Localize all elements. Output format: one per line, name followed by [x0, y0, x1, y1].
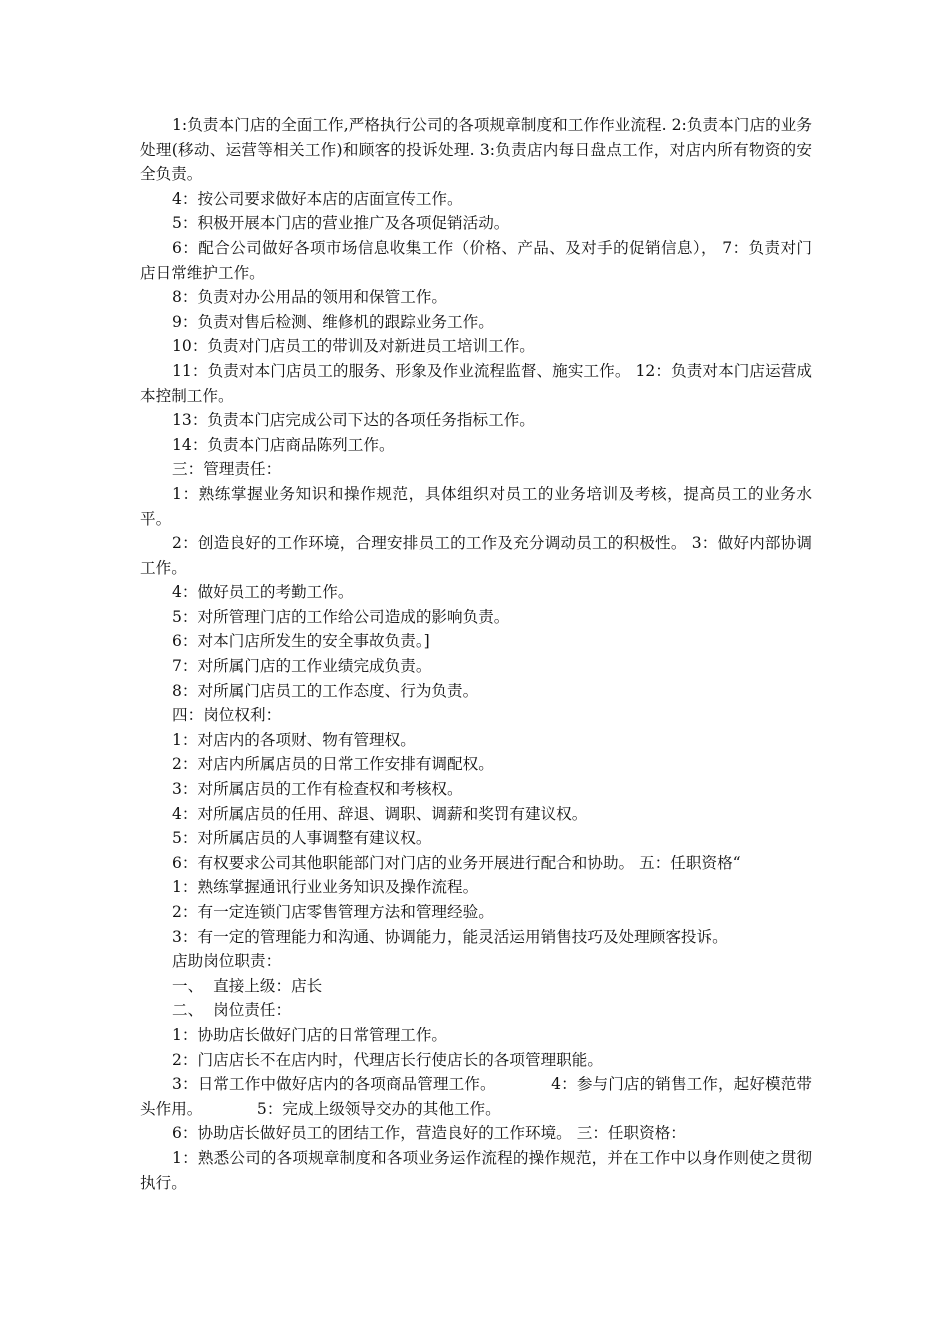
paragraph: 14：负责本门店商品陈列工作。	[172, 435, 395, 454]
paragraph: 2：门店店长不在店内时，代理店长行使店长的各项管理职能。	[172, 1050, 603, 1069]
paragraph: 2：创造良好的工作环境，合理安排员工的工作及充分调动员工的积极性。 3：做好内部协调工作。	[140, 534, 812, 577]
paragraph: 5：积极开展本门店的营业推广及各项促销活动。	[172, 214, 510, 233]
paragraph: 5：对所管理门店的工作给公司造成的影响负责。	[172, 607, 510, 626]
section-heading: 二、 岗位责任：	[172, 1001, 292, 1020]
paragraph: 7：对所属门店的工作业绩完成负责。	[172, 657, 432, 676]
paragraph: 9：负责对售后检测、维修机的跟踪业务工作。	[172, 312, 494, 331]
paragraph: 1：熟练掌握通讯行业业务知识及操作流程。	[172, 878, 479, 897]
section-heading: 一、 直接上级：店长	[172, 976, 323, 995]
paragraph: 2：对店内所属店员的日常工作安排有调配权。	[172, 755, 494, 774]
paragraph: 1:负责本门店的全面工作,严格执行公司的各项规章制度和工作作业流程. 2:负责本门店的业务处理(移动、运营等相关工作)和顾客的投诉处理. 3:负责店内每日盘点工作，对店内所有物资的安全负责。	[140, 116, 812, 184]
paragraph: 4：做好员工的考勤工作。	[172, 583, 354, 602]
section-heading: 三：管理责任：	[172, 460, 282, 479]
paragraph: 8：对所属门店员工的工作态度、行为负责。	[172, 681, 479, 700]
paragraph: 1：对店内的各项财、物有管理权。	[172, 730, 416, 749]
paragraph: 5：对所属店员的人事调整有建议权。	[172, 829, 432, 848]
paragraph: 8：负责对办公用品的领用和保管工作。	[172, 288, 448, 307]
section-heading: 四：岗位权利：	[172, 706, 282, 725]
paragraph: 6：有权要求公司其他职能部门对门店的业务开展进行配合和协助。 五：任职资格“	[172, 853, 741, 872]
paragraph: 13：负责本门店完成公司下达的各项任务指标工作。	[172, 411, 535, 430]
paragraph: 3：对所属店员的工作有检查权和考核权。	[172, 780, 463, 799]
paragraph: 1：熟悉公司的各项规章制度和各项业务运作流程的操作规范，并在工作中以身作则使之贯彻执行。	[140, 1148, 812, 1192]
paragraph: 11：负责对本门店员工的服务、形象及作业流程监督、施实工作。 12：负责对本门店运营成本控制工作。	[140, 361, 812, 405]
document-body	[140, 113, 812, 1195]
paragraph: 6：配合公司做好各项市场信息收集工作（价格、产品、及对手的促销信息）， 7：负责对门店日常维护工作。	[140, 238, 812, 282]
paragraph: 6：协助店长做好员工的团结工作，营造良好的工作环境。 三：任职资格：	[172, 1124, 686, 1143]
paragraph: 6：对本门店所发生的安全事故负责。]	[172, 632, 430, 651]
section-heading: 店助岗位职责：	[172, 952, 282, 971]
paragraph: 1：协助店长做好门店的日常管理工作。	[172, 1025, 448, 1044]
paragraph: 2：有一定连锁门店零售管理方法和管理经验。	[172, 903, 494, 921]
paragraph: 3：日常工作中做好店内的各项商品管理工作。 4：参与门店的销售工作，起好模范带头作用。 5：完成上级领导交办的其他工作。	[140, 1075, 812, 1118]
paragraph: 4：按公司要求做好本店的店面宣传工作。	[172, 189, 463, 208]
paragraph: 4：对所属店员的任用、辞退、调职、调薪和奖罚有建议权。	[172, 804, 588, 823]
paragraph: 3：有一定的管理能力和沟通、协调能力，能灵活运用销售技巧及处理顾客投诉。	[172, 927, 728, 946]
paragraph: 10：负责对门店员工的带训及对新进员工培训工作。	[172, 337, 535, 356]
paragraph: 1：熟练掌握业务知识和操作规范，具体组织对员工的业务培训及考核，提高员工的业务水平。	[140, 484, 812, 528]
